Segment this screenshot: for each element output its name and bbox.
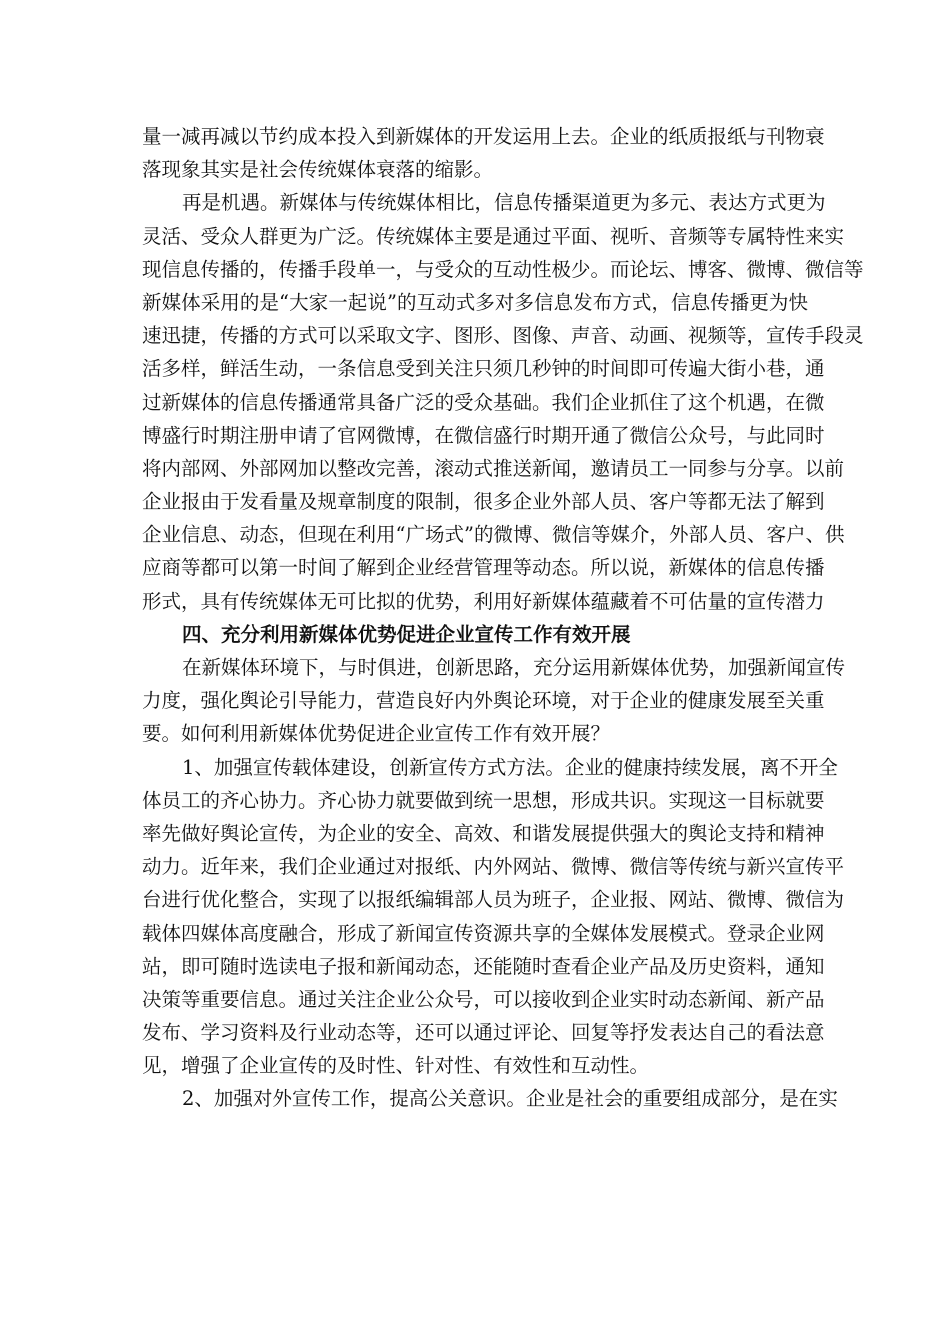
text-line: 再是机遇。新媒体与传统媒体相比，信息传播渠道更为多元、表达方式更为 <box>182 191 826 215</box>
text-line: 落现象其实是社会传统媒体衰落的缩影。 <box>142 158 494 182</box>
text-line: 2、加强对外宣传工作，提高公关意识。企业是社会的重要组成部分，是在实 <box>182 1087 838 1111</box>
text-line: 见，增强了企业宣传的及时性、针对性、有效性和互动性。 <box>142 1054 650 1078</box>
text-line: 形式，具有传统媒体无可比拟的优势，利用好新媒体蕴藏着不可估量的宣传潜力 <box>142 589 825 613</box>
text-line: 将内部网、外部网加以整改完善，滚动式推送新闻，邀请员工一同参与分享。以前 <box>142 456 845 480</box>
text-line: 1、加强宣传载体建设，创新宣传方式方法。企业的健康持续发展，离不开全 <box>182 755 838 779</box>
text-line: 灵活、受众人群更为广泛。传统媒体主要是通过平面、视听、音频等专属特性来实 <box>142 224 845 248</box>
text-line: 过新媒体的信息传播通常具备广泛的受众基础。我们企业抓住了这个机遇，在微 <box>142 390 825 414</box>
text-line: 要。如何利用新媒体优势促进企业宣传工作有效开展？ <box>142 722 611 746</box>
text-line: 应商等都可以第一时间了解到企业经营管理等动态。所以说，新媒体的信息传播 <box>142 556 825 580</box>
text-line: 动力。近年来，我们企业通过对报纸、内外网站、微博、微信等传统与新兴宣传平 <box>142 855 845 879</box>
text-line: 在新媒体环境下，与时俱进，创新思路，充分运用新媒体优势，加强新闻宣传 <box>182 656 846 679</box>
document-page <box>142 120 864 1116</box>
text-line: 体员工的齐心协力。齐心协力就要做到统一思想，形成共识。实现这一目标就要 <box>142 788 825 812</box>
text-line: 博盛行时期注册申请了官网微博，在微信盛行时期开通了微信公众号，与此同时 <box>142 423 825 447</box>
text-line: 活多样，鲜活生动，一条信息受到关注只须几秒钟的时间即可传遍大街小巷，通 <box>142 357 825 381</box>
text-line: 站，即可随时选读电子报和新闻动态，还能随时查看企业产品及历史资料，通知 <box>142 954 825 978</box>
text-line: 力度，强化舆论引导能力，营造良好内外舆论环境，对于企业的健康发展至关重 <box>142 689 825 713</box>
section-heading: 四、充分利用新媒体优势促进企业宣传工作有效开展 <box>182 622 631 646</box>
text-line: 载体四媒体高度融合，形成了新闻宣传资源共享的全媒体发展模式。登录企业网 <box>142 921 825 945</box>
text-line: 企业信息、动态，但现在利用“广场式”的微博、微信等媒介，外部人员、客户、供 <box>142 523 845 547</box>
text-line: 台进行优化整合，实现了以报纸编辑部人员为班子，企业报、网站、微博、微信为 <box>142 888 845 912</box>
text-line: 发布、学习资料及行业动态等，还可以通过评论、回复等抒发表达自己的看法意 <box>142 1021 825 1045</box>
text-line: 决策等重要信息。通过关注企业公众号，可以接收到企业实时动态新闻、新产品 <box>142 987 825 1011</box>
text-line: 量一减再减以节约成本投入到新媒体的开发运用上去。企业的纸质报纸与刊物衰 <box>142 125 825 148</box>
text-line: 企业报由于发看量及规章制度的限制，很多企业外部人员、客户等都无法了解到 <box>142 490 825 514</box>
text-line: 新媒体采用的是“大家一起说”的互动式多对多信息发布方式，信息传播更为快 <box>142 290 808 314</box>
text-line: 速迅捷，传播的方式可以采取文字、图形、图像、声音、动画、视频等，宣传手段灵 <box>142 324 864 348</box>
text-line: 率先做好舆论宣传，为企业的安全、高效、和谐发展提供强大的舆论支持和精神 <box>142 821 825 845</box>
text-line: 现信息传播的，传播手段单一，与受众的互动性极少。而论坛、博客、微博、微信等 <box>142 257 864 281</box>
